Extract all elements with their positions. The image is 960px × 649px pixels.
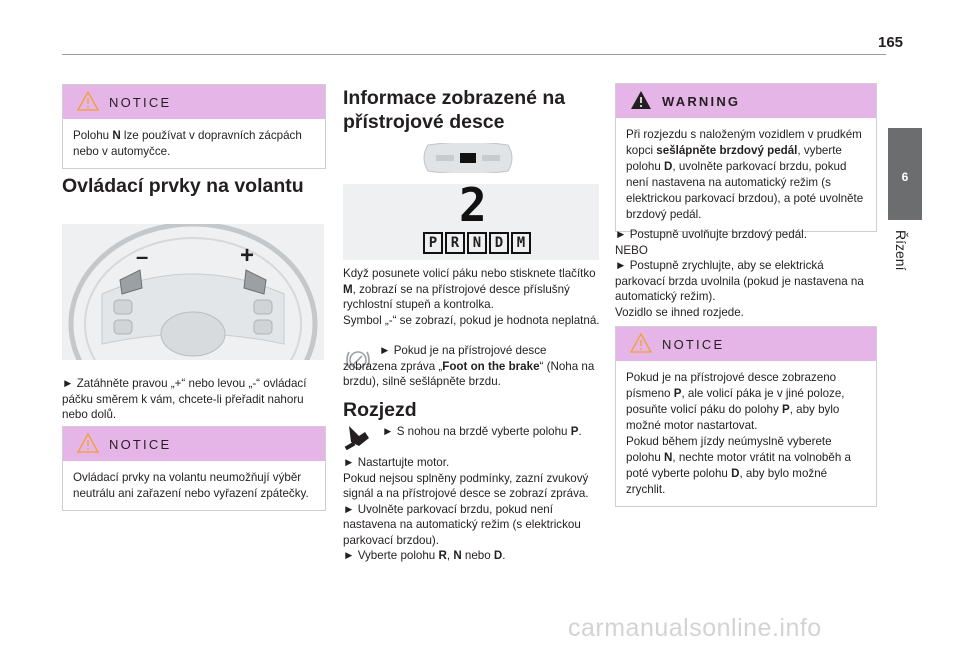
notice-text: Polohu — [73, 129, 113, 142]
text: ► Pokud je na přístrojové desce zobrazena zpráva „ — [343, 344, 547, 373]
start-step-1 — [382, 424, 602, 440]
page-number: 165 — [878, 34, 904, 51]
text: , vyberte polohu — [626, 144, 842, 173]
notice-header — [616, 327, 876, 361]
brake-message-text — [343, 343, 601, 390]
text: , zobrazí se na přístrojové desce příslušný rychlostní stupeň a kontrolka. — [343, 282, 570, 311]
paddle-plus-label: + — [240, 242, 255, 269]
notice-body — [63, 119, 325, 168]
chapter-number: 6 — [901, 170, 909, 184]
mode-r: R — [445, 232, 465, 254]
heading-line: Informace zobrazené na — [343, 87, 566, 109]
text: ► Vyberte polohu — [343, 549, 439, 562]
release-instructions — [615, 227, 877, 320]
start-steps — [343, 455, 603, 564]
watermark: carmanualsonline.info — [568, 614, 822, 642]
foot-on-brake-icon — [343, 422, 373, 450]
warning-body — [616, 118, 876, 231]
text-bold: R — [438, 549, 447, 562]
text-bold: D — [664, 160, 673, 173]
gear-display-illustration — [343, 178, 599, 260]
text-bold: D — [731, 467, 740, 480]
text: Když posunete volicí páku nebo stisknete tlačítko — [343, 267, 596, 280]
notice-header — [63, 427, 325, 461]
text-bold: N — [453, 549, 462, 562]
steering-wheel-icon — [62, 224, 324, 360]
mode-d: D — [489, 232, 509, 254]
notice-title: NOTICE — [109, 437, 172, 452]
text-bold: Foot on the brake — [442, 359, 540, 373]
text: ► Nastartujte motor. — [343, 456, 450, 469]
header-rule — [62, 54, 886, 55]
heading-line: přístrojové desce — [343, 111, 505, 133]
text-bold: D — [493, 549, 503, 562]
notice-body — [616, 361, 876, 506]
warning-triangle-icon — [630, 333, 652, 353]
instrument-cluster-icon — [420, 143, 516, 173]
notice-text-bold: N — [112, 129, 121, 142]
warning-header — [616, 84, 876, 118]
text: NEBO — [615, 243, 648, 257]
text: . — [502, 549, 506, 562]
warning-triangle-filled-icon — [630, 90, 652, 110]
notice-text: lze používat v dopravních zácpách nebo v automyčce. — [73, 129, 302, 158]
text: ► Postupně zrychlujte, aby se elektrická parkovací brzda uvolnila (pokud je nastavena na automatický režim). — [615, 259, 864, 303]
steering-wheel-illustration — [62, 224, 324, 360]
gear-modes — [423, 232, 531, 254]
text: , aby bylo možné zrychlit. — [626, 467, 828, 496]
text: , aby bylo možné motor nastartovat. — [626, 403, 840, 432]
warning-title: WARNING — [662, 94, 741, 109]
text-bold: P — [570, 425, 579, 438]
chapter-tab[interactable] — [888, 128, 922, 220]
mode-p: P — [423, 232, 443, 254]
text: Pokud je na přístrojové desce zobrazeno písmeno — [626, 371, 837, 400]
notice-box-3 — [615, 326, 877, 507]
section-heading-steering-controls: Ovládací prvky na volantu — [62, 175, 304, 197]
paddle-instructions: ► Zatáhněte pravou „+“ nebo levou „-“ ovládací páčku směrem k vám, chcete-li přeřadit nahoru nebo dolů. — [62, 377, 307, 421]
text: Pokud nejsou splněny podmínky, zazní zvukový signál a na přístrojové desce se zobrazí zpráva. — [343, 471, 589, 500]
text-bold: M — [343, 282, 353, 296]
text: Vozidlo se ihned rozjede. — [615, 305, 744, 319]
warning-triangle-icon — [77, 433, 99, 453]
text: , nechte motor vrátit na volnoběh a poté vyberte polohu — [626, 451, 851, 480]
mode-n: N — [467, 232, 487, 254]
text: Pokud během jízdy neúmyslně vyberete polohu — [626, 435, 832, 464]
section-heading-instrument-panel — [343, 86, 605, 134]
notice-body: Ovládací prvky na volantu neumožňují výběr neutrálu ani zařazení nebo vyřazení zpátečky. — [73, 471, 309, 500]
notice-title: NOTICE — [662, 337, 725, 352]
text: , — [446, 549, 454, 562]
text: Symbol „-“ se zobrazí, pokud je hodnota neplatná. — [343, 313, 600, 327]
paddle-minus-label: – — [136, 244, 149, 269]
text: ► Uvolněte parkovací brzdu, pokud není nastavena na automatický režim (s elektrickou parkovací brzdou). — [343, 502, 581, 547]
text-bold: N — [664, 451, 673, 464]
text-bold: P — [781, 403, 790, 416]
section-heading-start: Rozjezd — [343, 399, 417, 421]
warning-box — [615, 83, 877, 232]
chapter-label: Řízení — [893, 230, 909, 271]
notice-box-2 — [62, 426, 326, 511]
text: ► S nohou na brzdě vyberte polohu — [382, 425, 571, 438]
gear-number: 2 — [459, 178, 487, 232]
text-bold: P — [673, 387, 682, 400]
text-bold: sešlápněte brzdový pedál — [656, 144, 798, 157]
text: , ale volicí páka je v jiné poloze, posuňte volicí páku do polohy — [626, 387, 845, 416]
display-description — [343, 266, 601, 328]
text: nebo — [461, 549, 494, 562]
notice-box-1 — [62, 84, 326, 169]
mode-m: M — [511, 232, 531, 254]
text: ► Postupně uvolňujte brzdový pedál. — [615, 228, 807, 241]
text: “ (Noha na brzdu), silně sešlápněte brzdu. — [343, 359, 595, 388]
notice-header — [63, 85, 325, 119]
text: , uvolněte parkovací brzdu, pokud není nastavena na automatický režim (s elektrickou parkovací brzdou), a poté uvolněte brzdový pedál. — [626, 160, 864, 221]
text: . — [578, 425, 582, 438]
text: Při rozjezdu s naloženým vozidlem v prudkém kopci — [626, 128, 862, 157]
warning-triangle-icon — [77, 91, 99, 111]
notice-title: NOTICE — [109, 95, 172, 110]
